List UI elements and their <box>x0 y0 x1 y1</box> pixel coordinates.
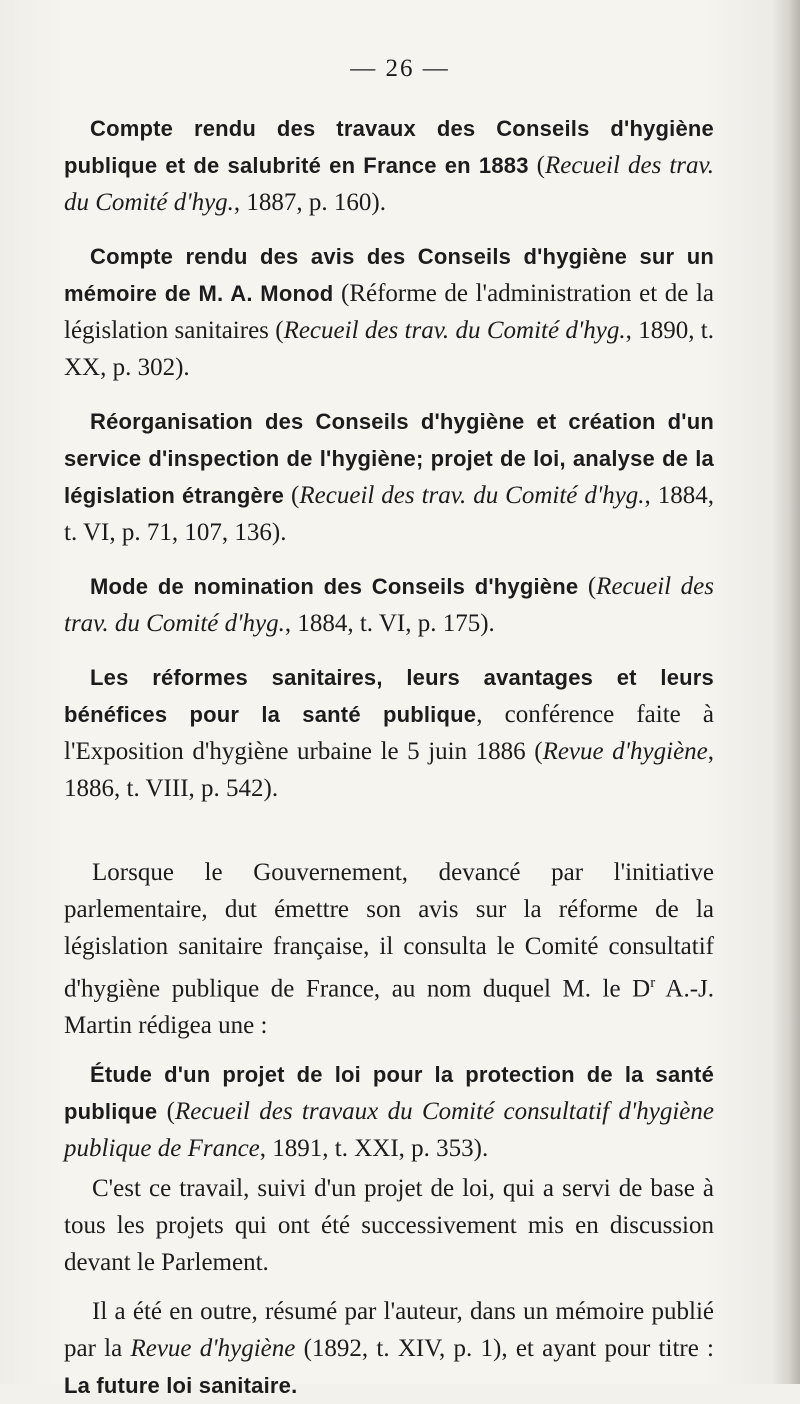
section-gap <box>64 824 714 854</box>
paragraph-travail: C'est ce travail, suivi d'un projet de loi, qui a servi de base à tous les projets qui ont été successivement mis en discussion devant le Parlement. <box>64 1175 714 1277</box>
journal-name: Revue d'hygiène <box>130 1335 296 1363</box>
paragraph-text: Lorsque le Gouvernement, devancé par l'initiative parlementaire, dut émettre son avis sur la réforme de la législation sanitaire française, il consulta le Comité consultatif d'hygiène publique de France, au nom duquel M. le D <box>64 859 714 1003</box>
entry-title: Compte rendu des travaux des Conseils d'hygiène publique et de salubrité en France en 1883 <box>64 116 714 178</box>
entry-source: Revue d'hygiène <box>542 738 708 765</box>
entry-source: Recueil des travaux du Comité consultatif d'hygiène publique de France <box>64 1098 714 1163</box>
bibliography-entry <box>64 568 714 642</box>
entry-separator: ( <box>528 152 545 179</box>
entry-separator: ( <box>157 1098 175 1126</box>
entry-reference: , 1884, t. VI, p. 175). <box>284 610 495 637</box>
paragraph-text: Il a été en outre, résumé par l'auteur, dans un mémoire publié par la <box>64 1298 714 1363</box>
page-edge-shadow <box>772 0 800 1384</box>
entry-separator: ( <box>578 573 597 600</box>
entry-separator: ( <box>284 482 300 509</box>
paragraph-government <box>64 854 714 1044</box>
paragraph-text: A.-J. Martin rédigea une : <box>64 975 714 1040</box>
entry-title: Les réformes sanitaires, leurs avantages et leurs bénéfices pour la santé publique <box>64 665 714 727</box>
entry-separator: , conférence faite à l'Exposition d'hygiène urbaine le 5 juin 1886 ( <box>64 701 714 765</box>
bibliography-entry <box>64 403 714 551</box>
entry-source: Recueil des trav. du Comité d'hyg. <box>64 152 714 216</box>
page-number: — 26 — <box>350 55 450 82</box>
bibliography-entry <box>64 659 714 807</box>
bibliography-entry <box>64 110 714 221</box>
entry-source: Recueil des trav. du Comité d'hyg. <box>283 317 626 344</box>
bibliography-entry-etude <box>64 1056 714 1167</box>
entry-reference: , 1884, t. VI, p. 71, 107, 136). <box>64 482 715 546</box>
entry-reference: , 1890, t. XX, p. 302). <box>64 317 714 381</box>
superscript: r <box>650 975 656 991</box>
entry-title: Étude d'un projet de loi pour la protection de la santé publique <box>64 1062 714 1125</box>
entry-source: Recueil des trav. du Comité d'hyg. <box>64 573 714 637</box>
entry-reference: , 1887, p. 160). <box>233 189 386 216</box>
entry-source: Recueil des trav. du Comité d'hyg. <box>299 482 645 509</box>
memoir-title: La future loi sanitaire. <box>64 1373 298 1399</box>
entry-title: Réorganisation des Conseils d'hygiène et création d'un service d'inspection de l'hygiène; projet de loi, analyse de la législation étrangère <box>64 409 714 508</box>
entry-separator: (Réforme de l'administration et de la législation sanitaires ( <box>64 280 715 344</box>
entry-title: Mode de nomination des Conseils d'hygiène <box>90 574 579 599</box>
page-body <box>64 110 714 1404</box>
entry-reference: , 1891, t. XXI, p. 353). <box>259 1135 489 1163</box>
entry-reference: , 1886, t. VIII, p. 542). <box>64 738 715 802</box>
bibliography-entry <box>64 238 714 386</box>
paragraph-resume <box>64 1293 714 1404</box>
paragraph-text: (1892, t. XIV, p. 1), et ayant pour titre : <box>295 1335 715 1363</box>
entry-title: Compte rendu des avis des Conseils d'hygiène sur un mémoire de M. A. Monod <box>64 244 714 306</box>
